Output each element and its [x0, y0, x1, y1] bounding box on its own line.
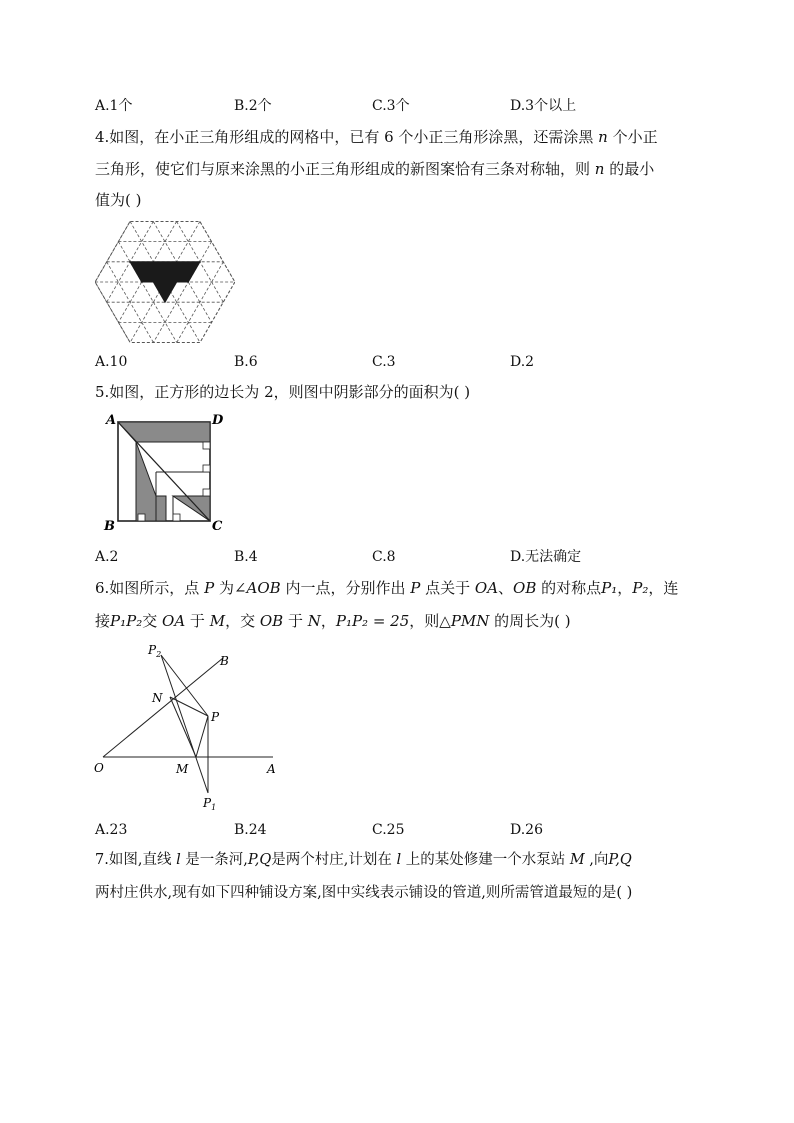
q7-text: 是两个村庄,计划在	[271, 852, 397, 868]
q6-line-2	[95, 611, 571, 631]
var-n: N	[307, 612, 321, 630]
var-pq: P,Q	[247, 852, 272, 868]
q7-line-2: 两村庄供水,现有如下四种铺设方案,图中实线表示铺设的管道,则所需管道最短的是( )	[95, 885, 633, 901]
var-p1p2: P₁P₂	[110, 612, 143, 630]
q7-text: 是一条河,	[180, 852, 248, 868]
q4-option-d: D.2	[510, 354, 535, 370]
segment-nm	[170, 697, 196, 757]
q3-option-a: A.1个	[95, 98, 133, 114]
q4-option-c: C.3	[372, 354, 396, 370]
equation-p1p2: P₁P₂ = 25	[335, 612, 410, 630]
var-oa: OA	[162, 612, 186, 630]
label-c: C	[212, 519, 223, 534]
q6-option-c: C.25	[372, 822, 405, 838]
q6-text: ，则△	[409, 612, 451, 630]
q6-text: ，连	[648, 579, 679, 597]
q7-text: 7.如图,直线	[95, 852, 177, 868]
right-angle-mark	[203, 442, 210, 449]
q6-text: 点关于	[420, 579, 475, 597]
q4-text: 的最小	[604, 160, 655, 178]
var-ob: OB	[259, 612, 284, 630]
segment-np	[170, 697, 208, 716]
q3-option-d: D.3个以上	[510, 98, 577, 114]
label-p1: $P_1$	[203, 796, 217, 812]
q6-text: 、	[498, 579, 514, 597]
label-b: B	[220, 654, 229, 668]
q7-line-1	[95, 850, 632, 870]
label-p2: $P_2$	[148, 643, 162, 659]
right-angle-mark	[203, 465, 210, 472]
q6-text: ，	[617, 579, 633, 597]
label-d: D	[212, 413, 224, 428]
q4-option-b: B.6	[234, 354, 258, 370]
q6-text: 于	[283, 612, 308, 630]
var-p: P	[204, 579, 215, 597]
q6-text: 交	[142, 612, 163, 630]
q6-text: ，	[320, 612, 336, 630]
var-m: M	[209, 612, 226, 630]
q3-option-c: C.3个	[372, 98, 410, 114]
segment-p2p	[161, 655, 208, 716]
q4-option-a: A.10	[95, 354, 128, 370]
q5-line: 5.如图，正方形的边长为 2，则图中阴影部分的面积为( )	[95, 383, 471, 401]
q4-triangle-grid-figure	[95, 220, 235, 344]
q5-option-d: D.无法确定	[510, 549, 582, 565]
var-pq: P,Q	[608, 852, 632, 868]
var-pmn: PMN	[450, 612, 490, 630]
var-p: P	[410, 579, 421, 597]
label-o: O	[94, 761, 104, 775]
q6-text: 的周长为( )	[489, 612, 571, 630]
angle-aob: ∠AOB	[233, 579, 281, 597]
ray-ob	[103, 658, 223, 757]
q6-angle-figure	[90, 640, 290, 820]
var-l: l	[176, 852, 181, 868]
var-m: M	[569, 852, 585, 868]
q6-text: 接	[95, 612, 111, 630]
shaded-region-top	[118, 422, 210, 442]
q6-text: 于	[185, 612, 210, 630]
segment-mp	[196, 716, 208, 757]
label-a: A	[267, 762, 276, 776]
q4-line-1	[95, 127, 658, 147]
right-angle-mark	[173, 514, 180, 521]
q5-option-b: B.4	[234, 549, 258, 565]
q6-option-d: D.26	[510, 822, 543, 838]
right-angle-mark	[203, 489, 210, 496]
q5-square-figure	[98, 410, 233, 538]
right-angle-mark	[138, 514, 145, 521]
var-n: n	[594, 160, 605, 178]
q4-text: 4.如图，在小正三角形组成的网格中，已有 6 个小正三角形涂黑，还需涂黑	[95, 128, 599, 146]
label-p: P	[211, 710, 220, 724]
q6-text: 内一点，分别作出	[280, 579, 411, 597]
q6-line-1	[95, 578, 678, 598]
var-p2: P₂	[632, 579, 649, 597]
q3-option-b: B.2个	[234, 98, 272, 114]
q4-text: 个小正	[607, 128, 658, 146]
label-a: A	[106, 413, 117, 428]
label-n: N	[152, 691, 163, 705]
grid-line	[200, 222, 235, 283]
q6-text: 的对称点	[536, 579, 602, 597]
var-n: n	[598, 128, 608, 146]
var-ob: OB	[513, 579, 537, 597]
q4-text: 三角形，使它们与原来涂黑的小正三角形组成的新图案恰有三条对称轴，则	[95, 160, 595, 178]
q6-text: 为	[214, 579, 234, 597]
q6-option-b: B.24	[234, 822, 267, 838]
var-oa: OA	[474, 579, 499, 597]
q4-line-3: 值为( )	[95, 191, 142, 209]
label-m: M	[176, 762, 189, 776]
var-l: l	[396, 852, 402, 868]
q6-text: 6.如图所示，点	[95, 579, 205, 597]
var-p1: P₁	[601, 579, 618, 597]
q6-text: ，交	[225, 612, 260, 630]
shaded-region-left	[136, 442, 166, 521]
q7-text: ,向	[584, 852, 609, 868]
q5-option-c: C.8	[372, 549, 396, 565]
q6-option-a: A.23	[95, 822, 128, 838]
q7-text: 上的某处修建一个水泵站	[401, 852, 570, 868]
label-b: B	[104, 519, 115, 534]
q4-line-2	[95, 159, 654, 179]
q5-option-a: A.2	[95, 549, 119, 565]
